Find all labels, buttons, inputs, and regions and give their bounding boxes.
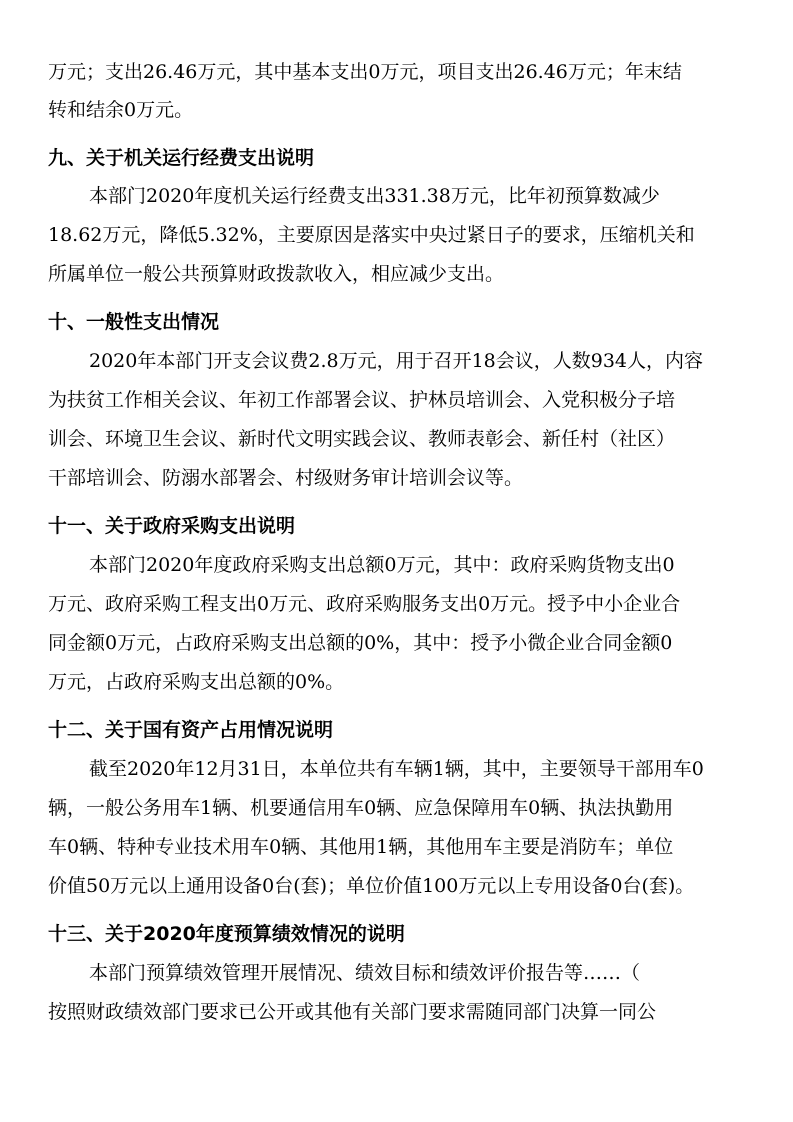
section-heading-9: 九、关于机关运行经费支出说明 bbox=[48, 147, 315, 169]
paragraph-line: 同金额0万元，占政府采购支出总额的0%，其中：授予小微企业合同金额0 bbox=[48, 632, 673, 654]
paragraph-line: 本部门2020年度机关运行经费支出331.38万元，比年初预算数减少 bbox=[89, 185, 660, 207]
paragraph-line: 本部门预算绩效管理开展情况、绩效目标和绩效评价报告等……（ bbox=[89, 962, 641, 984]
paragraph-line: 车0辆、特种专业技术用车0辆、其他用1辆，其他用车主要是消防车；单位 bbox=[48, 836, 674, 858]
paragraph-line: 所属单位一般公共预算财政拨款收入，相应减少支出。 bbox=[48, 263, 505, 285]
paragraph-line: 2020年本部门开支会议费2.8万元，用于召开18会议，人数934人，内容 bbox=[89, 350, 704, 372]
paragraph-line: 万元、政府采购工程支出0万元、政府采购服务支出0万元。授予中小企业合 bbox=[48, 593, 681, 615]
paragraph-line: 干部培训会、防溺水部署会、村级财务审计培训会议等。 bbox=[48, 467, 524, 489]
paragraph-line: 转和结余0万元。 bbox=[48, 99, 194, 121]
paragraph-line: 18.62万元，降低5.32%，主要原因是落实中央过紧日子的要求，压缩机关和 bbox=[48, 224, 695, 246]
section-heading-12: 十二、关于国有资产占用情况说明 bbox=[48, 719, 334, 741]
section-heading-10: 十、一般性支出情况 bbox=[48, 311, 220, 333]
paragraph-line: 价值50万元以上通用设备0台(套)；单位价值100万元以上专用设备0台(套)。 bbox=[48, 875, 695, 897]
paragraph-line: 万元，占政府采购支出总额的0%。 bbox=[48, 671, 345, 693]
paragraph-line: 截至2020年12月31日，本单位共有车辆1辆，其中，主要领导干部用车0 bbox=[89, 758, 704, 780]
section-heading-11: 十一、关于政府采购支出说明 bbox=[48, 515, 296, 537]
paragraph-line: 万元；支出26.46万元，其中基本支出0万元，项目支出26.46万元；年末结 bbox=[48, 61, 682, 83]
paragraph-line: 训会、环境卫生会议、新时代文明实践会议、教师表彰会、新任村（社区） bbox=[48, 428, 676, 450]
paragraph-line: 按照财政绩效部门要求已公开或其他有关部门要求需随同部门决算一同公 bbox=[48, 1001, 657, 1023]
paragraph-line: 辆，一般公务用车1辆、机要通信用车0辆、应急保障用车0辆、执法执勤用 bbox=[48, 797, 674, 819]
paragraph-line: 为扶贫工作相关会议、年初工作部署会议、护林员培训会、入党积极分子培 bbox=[48, 389, 676, 411]
section-heading-13: 十三、关于2020年度预算绩效情况的说明 bbox=[48, 923, 405, 945]
paragraph-line: 本部门2020年度政府采购支出总额0万元，其中：政府采购货物支出0 bbox=[89, 554, 675, 576]
